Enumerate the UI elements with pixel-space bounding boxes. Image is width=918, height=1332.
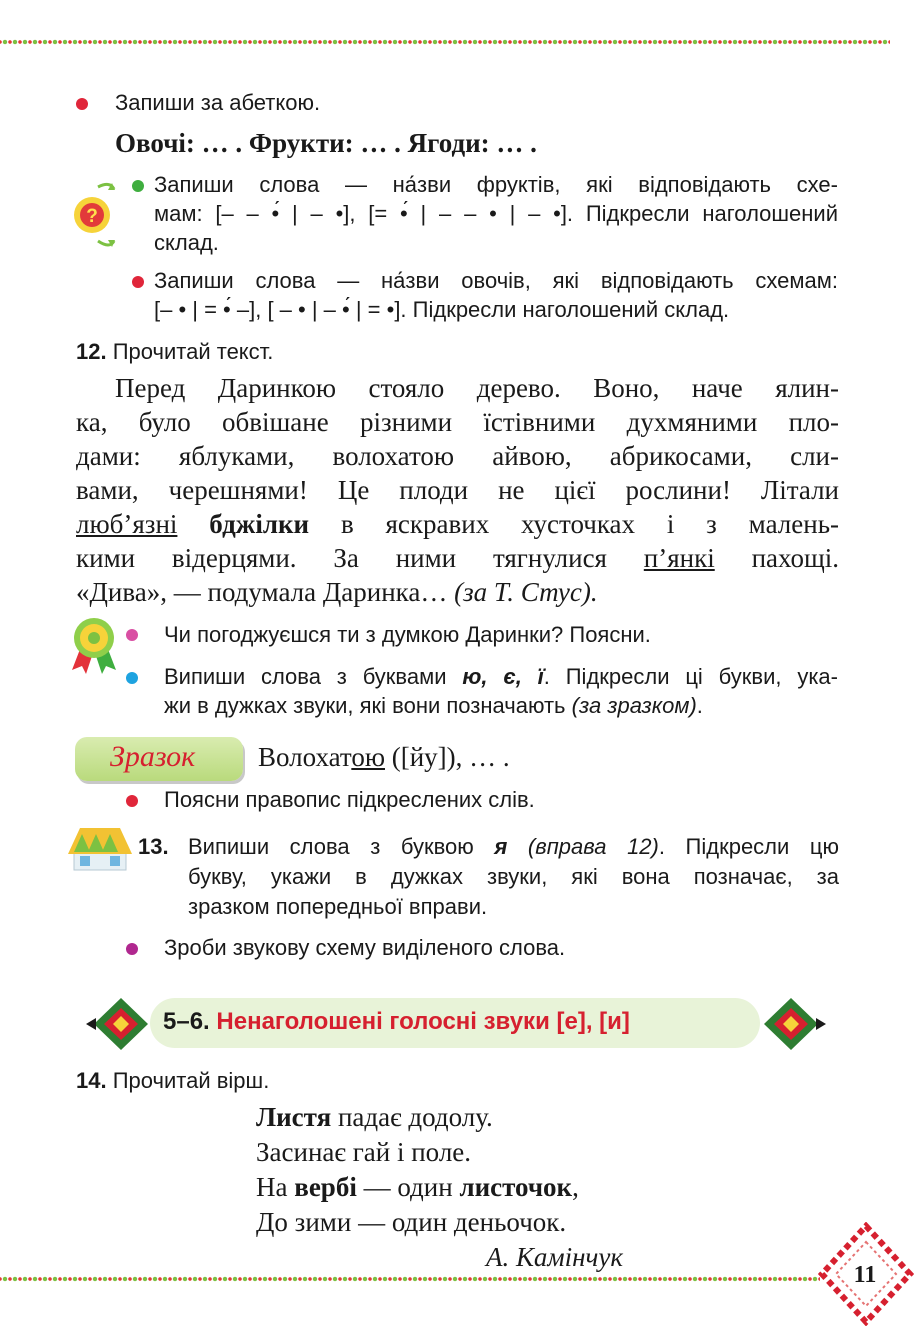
red-bullet-icon xyxy=(126,795,138,807)
text-line: ка, було обвішане різними їстівними духмяними пло- xyxy=(76,407,839,437)
underlined-word: п’янкі xyxy=(643,543,715,573)
poem-line xyxy=(256,1101,493,1134)
bold-word: листочок xyxy=(459,1172,573,1202)
poem-line xyxy=(256,1171,579,1204)
section-heading xyxy=(163,1008,630,1036)
ornament-right-icon xyxy=(756,996,826,1052)
sample-text xyxy=(258,741,510,774)
ornament-left-icon xyxy=(86,996,156,1052)
underlined-word: люб’язні xyxy=(76,509,178,539)
text-fragment: кими відерцями. За ними тягнулися xyxy=(76,543,607,573)
exercise-14-heading xyxy=(76,1066,269,1096)
text-fragment: , xyxy=(572,1172,579,1202)
blue-bullet-icon xyxy=(126,672,138,684)
text-fragment: в яскравих хусточках і з малень- xyxy=(340,509,840,539)
pink-bullet-icon xyxy=(126,629,138,641)
vegetable-task-line2: [– • | = •́ –], [ – • | – •́ | = •]. Підкресли наголошений склад. xyxy=(154,297,730,322)
categories-line: Овочі: … . Фрукти: … . Ягоди: … . xyxy=(115,128,537,158)
exercise-instruction: Прочитай вірш. xyxy=(112,1068,270,1093)
text-fragment: . xyxy=(696,693,703,718)
text-line: дами: яблуками, волохатою айвою, абрикосами, сли- xyxy=(76,441,839,471)
section-title: Ненаголошені голосні звуки [е], [и] xyxy=(216,1008,630,1035)
text-fragment: Випиши слова з буквами xyxy=(164,664,447,689)
bold-word: вербі xyxy=(294,1172,357,1202)
reference: (вправа 12) xyxy=(527,834,659,859)
house-icon xyxy=(66,826,134,872)
text-fragment: . Підкресли ці букви, ука- xyxy=(543,664,838,689)
exercise-instruction: Прочитай текст. xyxy=(112,339,274,364)
section-number: 5–6. xyxy=(163,1008,210,1035)
fruit-task-line3: склад. xyxy=(154,230,219,255)
underlined-ending: ою xyxy=(351,742,385,772)
exercise-13-line1 xyxy=(188,832,839,862)
task-explain: Поясни правопис підкреслених слів. xyxy=(164,787,535,812)
text-fragment: — один xyxy=(356,1172,460,1202)
source-citation: (за Т. Стус). xyxy=(454,577,598,607)
bold-word: бджілки xyxy=(209,509,310,539)
text-fragment: жи в дужках звуки, які вони позначають xyxy=(164,693,566,718)
text-line: вами, черешнями! Це плоди не цієї рослини! Літали xyxy=(76,475,839,505)
task-letters-line2 xyxy=(164,691,703,721)
letters: ю, є, ї xyxy=(462,664,544,689)
exercise-12-heading xyxy=(76,337,273,367)
text-line: Перед Даринкою стояло дерево. Воно, наче ялин- xyxy=(115,373,839,403)
top-ornament-border xyxy=(0,38,890,46)
text-fragment: . Підкресли цю xyxy=(658,834,839,859)
text-fragment: падає додолу. xyxy=(331,1102,493,1132)
sample-hint: (за зразком) xyxy=(571,693,697,718)
text-fragment: пахощі. xyxy=(751,543,840,573)
text-line xyxy=(76,542,839,575)
letter: я xyxy=(494,834,508,859)
question-mark: ? xyxy=(86,206,98,227)
medal-icon xyxy=(66,614,128,676)
bold-word: Листя xyxy=(256,1102,332,1132)
text-fragment: ([йу]), … . xyxy=(385,742,510,772)
poem-author: А. Камінчук xyxy=(486,1242,624,1272)
vegetable-task-line1: Запиши слова — на́зви овочів, які відповідають схемам: xyxy=(154,268,838,293)
exercise-13-line3: зразком попередньої вправи. xyxy=(188,894,488,919)
exercise-number: 12. xyxy=(76,339,107,364)
text-fragment: Випиши слова з буквою xyxy=(188,834,474,859)
red-bullet-icon xyxy=(76,98,88,110)
text-fragment: Волохат xyxy=(258,742,352,772)
task-letters-line1 xyxy=(164,662,838,692)
fruit-task-line1: Запиши слова — на́зви фруктів, які відповідають схе- xyxy=(154,172,838,197)
task-alphabet: Запиши за абеткою. xyxy=(115,90,321,115)
page-number: 11 xyxy=(853,1262,877,1288)
exercise-number: 14. xyxy=(76,1068,107,1093)
purple-bullet-icon xyxy=(126,943,138,955)
sound-scheme-task: Зроби звукову схему виділеного слова. xyxy=(164,935,566,960)
question-agree: Чи погоджуєшся ти з думкою Даринки? Поясни. xyxy=(164,622,651,647)
exercise-number: 13. xyxy=(138,834,169,859)
text-fragment: На xyxy=(256,1172,295,1202)
green-bullet-icon xyxy=(132,180,144,192)
exercise-13-line2: букву, укажи в дужках звуки, які вона позначає, за xyxy=(188,864,839,889)
question-badge-icon xyxy=(68,175,120,255)
bottom-ornament-border xyxy=(0,1275,820,1283)
text-fragment: «Дива», — подумала Даринка… xyxy=(76,577,448,607)
red-bullet-icon xyxy=(132,276,144,288)
poem-line: До зими — один деньочок. xyxy=(256,1207,567,1237)
sample-label: Зразок xyxy=(110,740,196,773)
poem-line: Засинає гай і поле. xyxy=(256,1137,472,1167)
fruit-task-line2: мам: [– – •́ | – •], [= •́ | – – • | – •]. Підкресли наголошений xyxy=(154,201,838,226)
text-line xyxy=(76,576,598,609)
text-line xyxy=(76,508,839,541)
